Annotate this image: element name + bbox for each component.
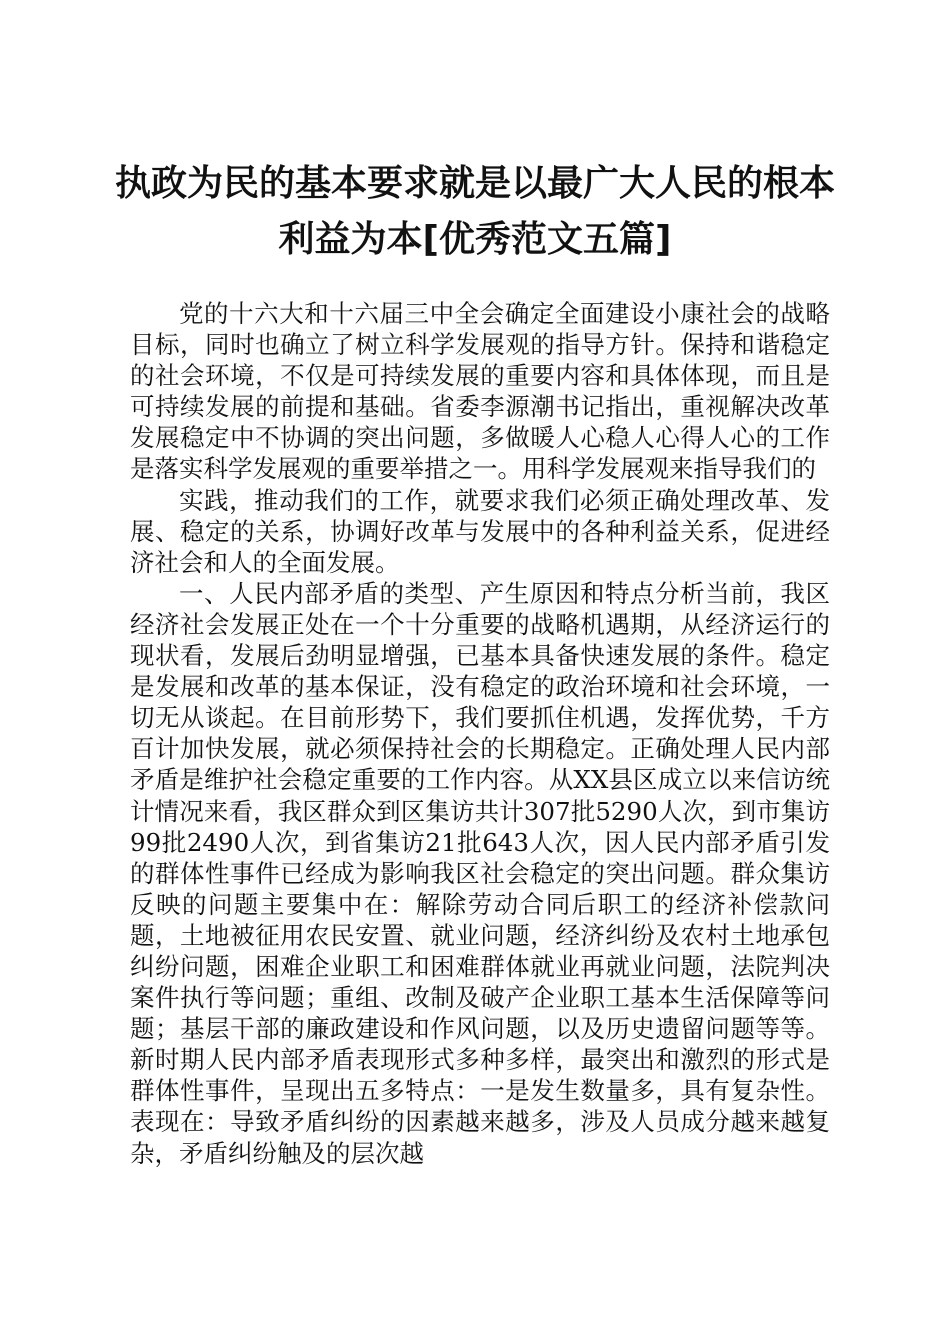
- document-title-line-1: 执政为民的基本要求就是以最广大人民的根本: [114, 163, 835, 204]
- paragraph-2: 实践，推动我们的工作，就要求我们必须正确处理改革、发展、稳定的关系，协调好改革与发展中的各种利益关系，促进经济社会和人的全面发展。: [130, 485, 830, 577]
- document-title-line-2: 利益为本[优秀范文五篇]: [278, 219, 672, 260]
- paragraph-1: 党的十六大和十六届三中全会确定全面建设小康社会的战略目标，同时也确立了树立科学发展观的指导方针。保持和谐稳定的社会环境，不仅是可持续发展的重要内容和具体体现，而且是可持续发展的前提和基础。省委李源潮书记指出，重视解决改革发展稳定中不协调的突出问题，多做暖人心稳人心得人心的工作是落实科学发展观的重要举措之一。用科学发展观来指导我们的: [130, 299, 830, 484]
- paragraph-3: 一、人民内部矛盾的类型、产生原因和特点分析当前，我区经济社会发展正处在一个十分重要的战略机遇期，从经济运行的现状看，发展后劲明显增强，已基本具备快速发展的条件。稳定是发展和改革的基本保证，没有稳定的政治环境和社会环境，一切无从谈起。在目前形势下，我们要抓住机遇，发挥优势，千方百计加快发展，就必须保持社会的长期稳定。正确处理人民内部矛盾是维护社会稳定重要的工作内容。从XX县区成立以来信访统计情况来看，我区群众到区集访共计307批5290人次，到市集访99批2490人次，到省集访21批643人次，因人民内部矛盾引发的群体性事件已经成为影响我区社会稳定的突出问题。群众集访反映的问题主要集中在：解除劳动合同后职工的经济补偿款问题，土地被征用农民安置、就业问题，经济纠纷及农村土地承包纠纷问题，困难企业职工和困难群体就业再就业问题，法院判决案件执行等问题；重组、改制及破产企业职工基本生活保障等问题；基层干部的廉政建设和作风问题，以及历史遗留问题等等。新时期人民内部矛盾表现形式多种多样，最突出和激烈的形式是群体性事件，呈现出五多特点：一是发生数量多，具有复杂性。表现在：导致矛盾纠纷的因素越来越多，涉及人员成分越来越复杂，矛盾纠纷触及的层次越: [130, 578, 830, 1168]
- document-body: [130, 298, 830, 1169]
